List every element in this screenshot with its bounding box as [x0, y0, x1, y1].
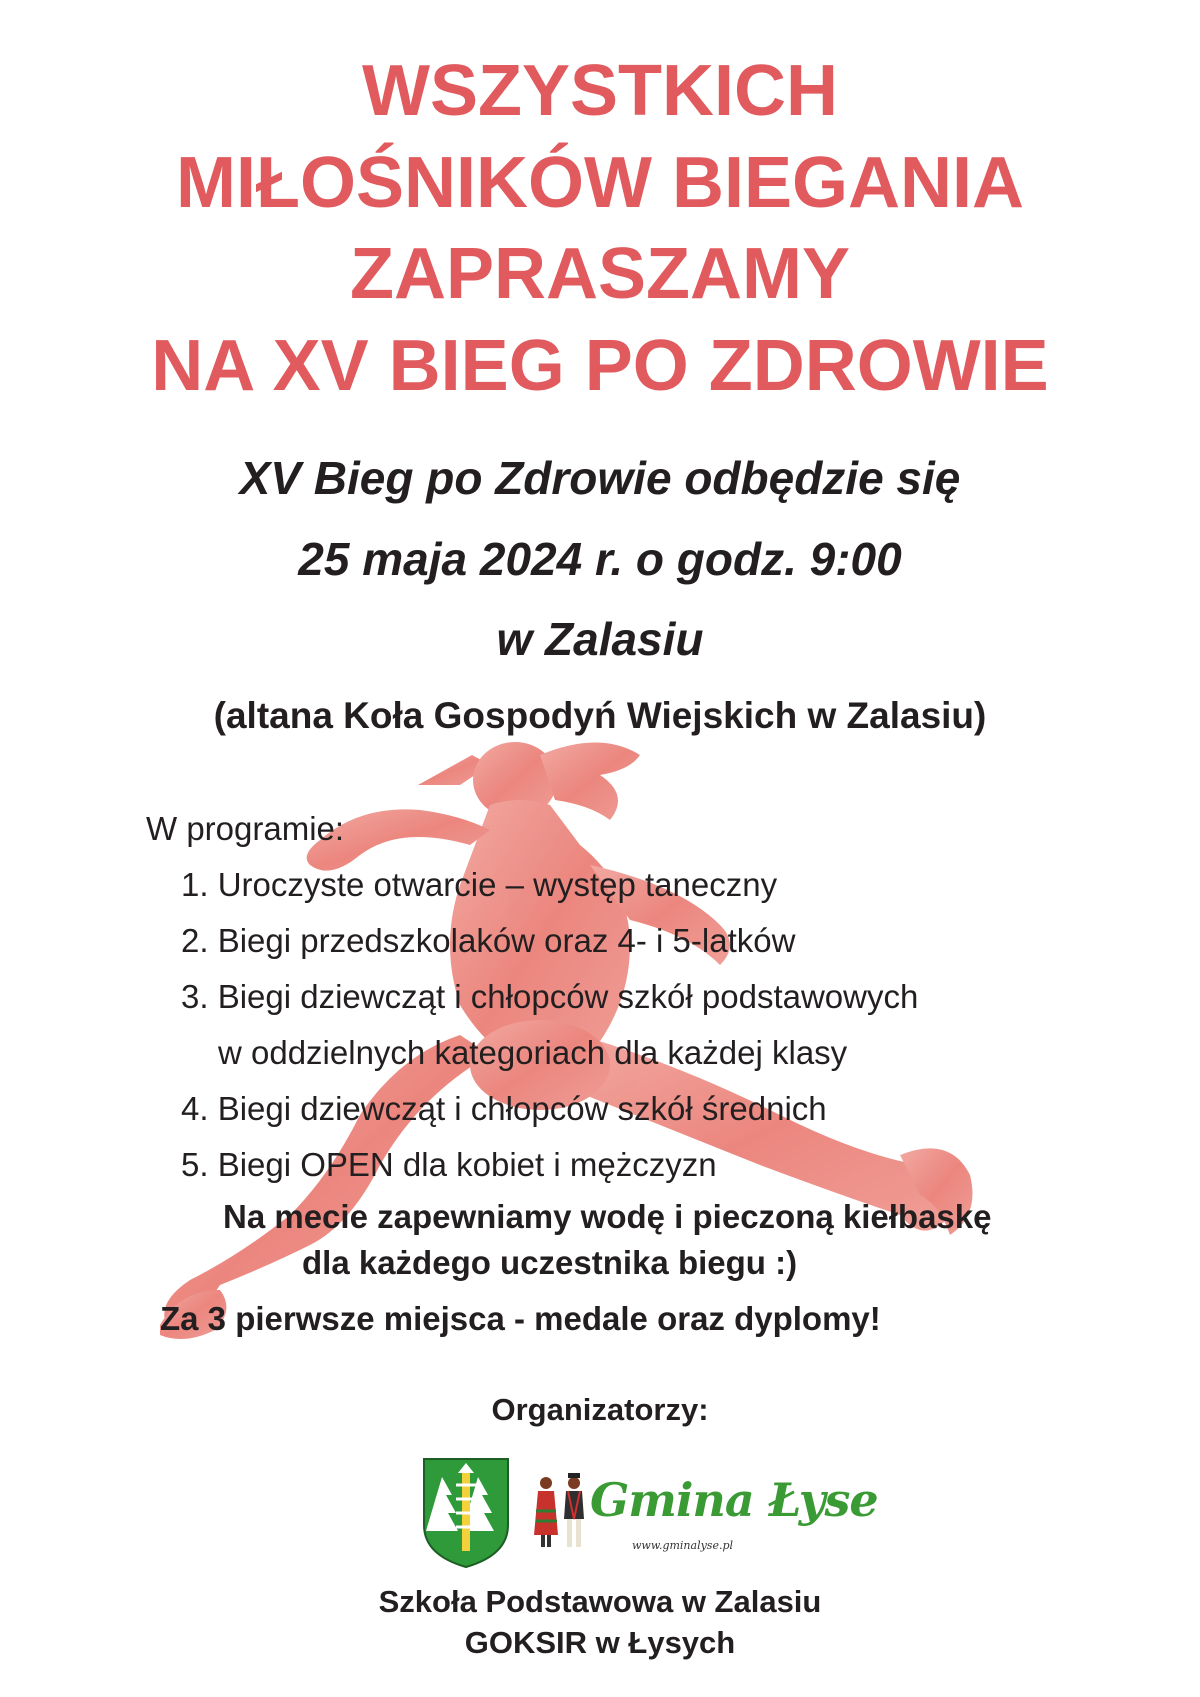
finish-note-line-2: dla każdego uczestnika biegu :): [302, 1244, 798, 1281]
event-venue: (altana Koła Gospodyń Wiejskich w Zalasiu): [213, 695, 987, 736]
organizer-school: Szkoła Podstawowa w Zalasiu: [378, 1584, 822, 1619]
program-item-1: 1. Uroczyste otwarcie – występ taneczny: [181, 866, 778, 903]
event-intro: XV Bieg po Zdrowie odbędzie się: [239, 452, 961, 504]
gmina-lyse-url: www.gminalyse.pl: [632, 1539, 734, 1552]
event-date: 25 maja 2024 r. o godz. 9:00: [298, 533, 902, 585]
prizes-note: Za 3 pierwsze miejsca - medale oraz dyplomy!: [160, 1300, 881, 1337]
gmina-lyse-logo-text: Gmina Łyse: [590, 1473, 878, 1527]
finish-note-line-1: Na mecie zapewniamy wodę i pieczoną kiełbaskę: [223, 1198, 992, 1235]
program-item-5: 5. Biegi OPEN dla kobiet i mężczyzn: [181, 1146, 717, 1183]
coat-of-arms-trees-icon: [420, 1455, 512, 1570]
organizer-goksir: GOKSIR w Łysych: [464, 1625, 736, 1660]
program-item-2: 2. Biegi przedszkolaków oraz 4- i 5-latków: [181, 922, 796, 959]
headline-line-3: ZAPRASZAMY: [350, 234, 850, 314]
organizer-logos: [420, 1455, 878, 1570]
headline-line-1: WSZYSTKICH: [362, 51, 838, 131]
gmina-lyse-logo: [532, 1467, 878, 1562]
program-item-4: 4. Biegi dziewcząt i chłopców szkół średnich: [181, 1090, 827, 1127]
program-item-3: 3. Biegi dziewcząt i chłopców szkół podstawowych: [181, 978, 919, 1015]
headline-line-2: MIŁOŚNIKÓW BIEGANIA: [176, 143, 1024, 223]
folk-figures-icon: [532, 1471, 590, 1551]
headline-line-4: NA XV BIEG PO ZDROWIE: [151, 326, 1049, 406]
event-place: w Zalasiu: [496, 613, 704, 665]
program-item-3-continued: w oddzielnych kategoriach dla każdej klasy: [218, 1034, 848, 1071]
program-heading: W programie:: [146, 810, 345, 847]
organizers-heading: Organizatorzy:: [491, 1392, 709, 1427]
